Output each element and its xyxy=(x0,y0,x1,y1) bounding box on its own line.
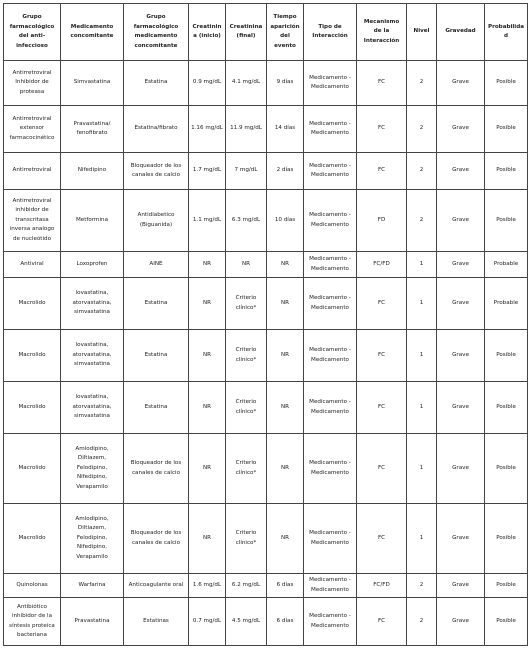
cell-level: 1 xyxy=(407,434,437,504)
cell-level: 2 xyxy=(407,106,437,153)
cell-level: 2 xyxy=(407,153,437,190)
cell-onset-time: NR xyxy=(267,434,304,504)
cell-creatinine-end: Criterio clínico* xyxy=(226,278,267,330)
cell-concomitant-drug: lovastatina, atorvastatina, simvastatina xyxy=(61,278,124,330)
table-row xyxy=(4,278,528,330)
cell-interaction-type: Medicamento - Medicamento xyxy=(304,382,357,434)
cell-antiinfective-group: Antirretroviral inhibidor de transcritasa inversa analogo de nucleótido xyxy=(4,190,61,252)
cell-severity: Grave xyxy=(437,61,485,106)
cell-creatinine-end: 4.5 mg/dL xyxy=(226,598,267,646)
cell-probability: Probable xyxy=(485,252,528,278)
cell-creatinine-end: Criterio clínico* xyxy=(226,504,267,574)
cell-interaction-type: Medicamento - Medicamento xyxy=(304,434,357,504)
cell-interaction-mechanism: FC/FD xyxy=(357,252,407,278)
cell-interaction-type: Medicamento - Medicamento xyxy=(304,574,357,598)
cell-interaction-mechanism: FC xyxy=(357,598,407,646)
cell-antiinfective-group: Antirretroviral Inhibidor de proteasa xyxy=(4,61,61,106)
cell-severity: Grave xyxy=(437,434,485,504)
cell-probability: Posible xyxy=(485,190,528,252)
cell-interaction-mechanism: FC xyxy=(357,61,407,106)
cell-probability: Posible xyxy=(485,61,528,106)
cell-level: 2 xyxy=(407,574,437,598)
cell-creatinine-start: NR xyxy=(189,382,226,434)
table-row xyxy=(4,504,528,574)
header-interaction-type: Tipo de Interacción xyxy=(304,4,357,61)
cell-probability: Probable xyxy=(485,278,528,330)
cell-creatinine-start: 0.7 mg/dL xyxy=(189,598,226,646)
table-body xyxy=(4,61,528,646)
cell-severity: Grave xyxy=(437,252,485,278)
cell-creatinine-start: 1.7 mg/dL xyxy=(189,153,226,190)
cell-severity: Grave xyxy=(437,382,485,434)
cell-probability: Posible xyxy=(485,574,528,598)
table-row xyxy=(4,61,528,106)
cell-creatinine-start: NR xyxy=(189,278,226,330)
cell-interaction-type: Medicamento - Medicamento xyxy=(304,252,357,278)
cell-level: 1 xyxy=(407,382,437,434)
cell-antiinfective-group: Macrolido xyxy=(4,434,61,504)
cell-creatinine-start: 1.6 mg/dL xyxy=(189,574,226,598)
table-row xyxy=(4,598,528,646)
cell-level: 1 xyxy=(407,504,437,574)
cell-creatinine-end: 11.9 mg/dL xyxy=(226,106,267,153)
cell-onset-time: NR xyxy=(267,382,304,434)
cell-creatinine-end: Criterio clínico* xyxy=(226,330,267,382)
cell-concomitant-drug: Amlodipino, Diltiazem, Felodipino, Nifedipino, Verapamilo xyxy=(61,434,124,504)
cell-probability: Posible xyxy=(485,504,528,574)
cell-probability: Posible xyxy=(485,598,528,646)
table-row xyxy=(4,434,528,504)
cell-onset-time: NR xyxy=(267,504,304,574)
cell-interaction-type: Medicamento - Medicamento xyxy=(304,278,357,330)
cell-concomitant-group: Estatina xyxy=(124,61,189,106)
cell-concomitant-group: Estatinas xyxy=(124,598,189,646)
cell-antiinfective-group: Macrolido xyxy=(4,504,61,574)
header-creatinine-start: Creatinina (inicio) xyxy=(189,4,226,61)
cell-concomitant-drug: lovastatina, atorvastatina, simvastatina xyxy=(61,382,124,434)
table-row xyxy=(4,252,528,278)
cell-creatinine-end: Criterio clínico* xyxy=(226,434,267,504)
cell-concomitant-group: Estatina/fibrato xyxy=(124,106,189,153)
cell-concomitant-group: Bloqueador de los canales de calcio xyxy=(124,434,189,504)
cell-onset-time: 10 días xyxy=(267,190,304,252)
cell-concomitant-drug: Pravastatina xyxy=(61,598,124,646)
cell-concomitant-group: Bloqueador de los canales de calcio xyxy=(124,153,189,190)
cell-severity: Grave xyxy=(437,574,485,598)
interaction-table-container xyxy=(3,3,527,646)
cell-creatinine-start: NR xyxy=(189,504,226,574)
cell-severity: Grave xyxy=(437,598,485,646)
cell-concomitant-group: Anticoagulante oral xyxy=(124,574,189,598)
cell-onset-time: 14 días xyxy=(267,106,304,153)
cell-creatinine-start: 1.1 mg/dL xyxy=(189,190,226,252)
cell-concomitant-group: Estatina xyxy=(124,278,189,330)
cell-probability: Posible xyxy=(485,434,528,504)
cell-onset-time: NR xyxy=(267,278,304,330)
table-row xyxy=(4,153,528,190)
cell-level: 1 xyxy=(407,278,437,330)
cell-creatinine-start: NR xyxy=(189,434,226,504)
table-row xyxy=(4,382,528,434)
cell-antiinfective-group: Macrolido xyxy=(4,382,61,434)
cell-antiinfective-group: Antirretroviral xyxy=(4,153,61,190)
cell-concomitant-group: Antidiabetico (Biguanida) xyxy=(124,190,189,252)
cell-interaction-type: Medicamento - Medicamento xyxy=(304,61,357,106)
cell-creatinine-end: Criterio clínico* xyxy=(226,382,267,434)
cell-concomitant-group: AINE xyxy=(124,252,189,278)
table-row xyxy=(4,190,528,252)
cell-concomitant-drug: Simvastatina xyxy=(61,61,124,106)
table-row xyxy=(4,330,528,382)
cell-interaction-mechanism: FC xyxy=(357,504,407,574)
cell-concomitant-drug: Amlodipino, Diltiazem, Felodipino, Nifedipino, Verapamilo xyxy=(61,504,124,574)
cell-probability: Posible xyxy=(485,153,528,190)
cell-antiinfective-group: Quinolonas xyxy=(4,574,61,598)
cell-antiinfective-group: Macrolido xyxy=(4,278,61,330)
cell-interaction-type: Medicamento - Medicamento xyxy=(304,106,357,153)
header-concomitant-drug: Medicamento concomitante xyxy=(61,4,124,61)
header-creatinine-end: Creatinina (final) xyxy=(226,4,267,61)
table-header-row xyxy=(4,4,528,61)
cell-onset-time: NR xyxy=(267,330,304,382)
cell-concomitant-drug: Loxoprofen xyxy=(61,252,124,278)
header-concomitant-group: Grupo farmacológico medicamento concomitante xyxy=(124,4,189,61)
interaction-table xyxy=(3,3,528,646)
table-row xyxy=(4,574,528,598)
cell-interaction-mechanism: FC xyxy=(357,382,407,434)
cell-concomitant-group: Bloqueador de los canales de calcio xyxy=(124,504,189,574)
cell-concomitant-drug: Metformina xyxy=(61,190,124,252)
cell-interaction-mechanism: FC xyxy=(357,106,407,153)
cell-interaction-type: Medicamento - Medicamento xyxy=(304,190,357,252)
cell-onset-time: NR xyxy=(267,252,304,278)
cell-interaction-mechanism: FC/FD xyxy=(357,574,407,598)
cell-creatinine-end: 4.1 mg/dL xyxy=(226,61,267,106)
cell-severity: Grave xyxy=(437,278,485,330)
cell-creatinine-start: NR xyxy=(189,252,226,278)
cell-onset-time: 6 días xyxy=(267,574,304,598)
cell-creatinine-end: 6.3 mg/dL xyxy=(226,190,267,252)
cell-severity: Grave xyxy=(437,504,485,574)
cell-probability: Posible xyxy=(485,330,528,382)
cell-concomitant-drug: Nifedipino xyxy=(61,153,124,190)
cell-interaction-mechanism: FC xyxy=(357,153,407,190)
cell-interaction-type: Medicamento - Medicamento xyxy=(304,153,357,190)
header-probability: Probabilidad xyxy=(485,4,528,61)
cell-creatinine-end: 6.2 mg/dL xyxy=(226,574,267,598)
cell-creatinine-start: 1.16 mg/dL xyxy=(189,106,226,153)
cell-concomitant-group: Estatina xyxy=(124,330,189,382)
header-interaction-mechanism: Mecanismo de la Interacción xyxy=(357,4,407,61)
header-onset-time: Tiempo aparición del evento xyxy=(267,4,304,61)
cell-antiinfective-group: Macrolido xyxy=(4,330,61,382)
header-antiinfective-group: Grupo farmacológico del anti-infeccioso xyxy=(4,4,61,61)
cell-interaction-mechanism: FC xyxy=(357,434,407,504)
cell-level: 1 xyxy=(407,252,437,278)
cell-antiinfective-group: Antibiótico inhibidor de la síntesis proteica bacteriana xyxy=(4,598,61,646)
header-level: Nivel xyxy=(407,4,437,61)
cell-level: 1 xyxy=(407,330,437,382)
cell-creatinine-end: 7 mg/dL xyxy=(226,153,267,190)
cell-severity: Grave xyxy=(437,106,485,153)
cell-concomitant-drug: Pravastatina/ fenofibrato xyxy=(61,106,124,153)
cell-creatinine-end: NR xyxy=(226,252,267,278)
cell-level: 2 xyxy=(407,61,437,106)
cell-severity: Grave xyxy=(437,190,485,252)
cell-probability: Posible xyxy=(485,106,528,153)
cell-onset-time: 6 días xyxy=(267,598,304,646)
table-row xyxy=(4,106,528,153)
cell-level: 2 xyxy=(407,598,437,646)
cell-interaction-mechanism: FD xyxy=(357,190,407,252)
cell-severity: Grave xyxy=(437,153,485,190)
cell-level: 2 xyxy=(407,190,437,252)
cell-concomitant-group: Estatina xyxy=(124,382,189,434)
cell-interaction-type: Medicamento - Medicamento xyxy=(304,504,357,574)
cell-severity: Grave xyxy=(437,330,485,382)
cell-antiinfective-group: Antirretroviral extensor farmacocinético xyxy=(4,106,61,153)
cell-onset-time: 9 días xyxy=(267,61,304,106)
cell-antiinfective-group: Antiviral xyxy=(4,252,61,278)
cell-creatinine-start: 0.9 mg/dL xyxy=(189,61,226,106)
cell-interaction-type: Medicamento - Medicamento xyxy=(304,330,357,382)
cell-concomitant-drug: lovastatina, atorvastatina, simvastatina xyxy=(61,330,124,382)
cell-onset-time: 2 días xyxy=(267,153,304,190)
cell-probability: Posible xyxy=(485,382,528,434)
cell-interaction-mechanism: FC xyxy=(357,330,407,382)
cell-interaction-mechanism: FC xyxy=(357,278,407,330)
cell-creatinine-start: NR xyxy=(189,330,226,382)
cell-interaction-type: Medicamento - Medicamento xyxy=(304,598,357,646)
cell-concomitant-drug: Warfarina xyxy=(61,574,124,598)
header-severity: Gravedad xyxy=(437,4,485,61)
